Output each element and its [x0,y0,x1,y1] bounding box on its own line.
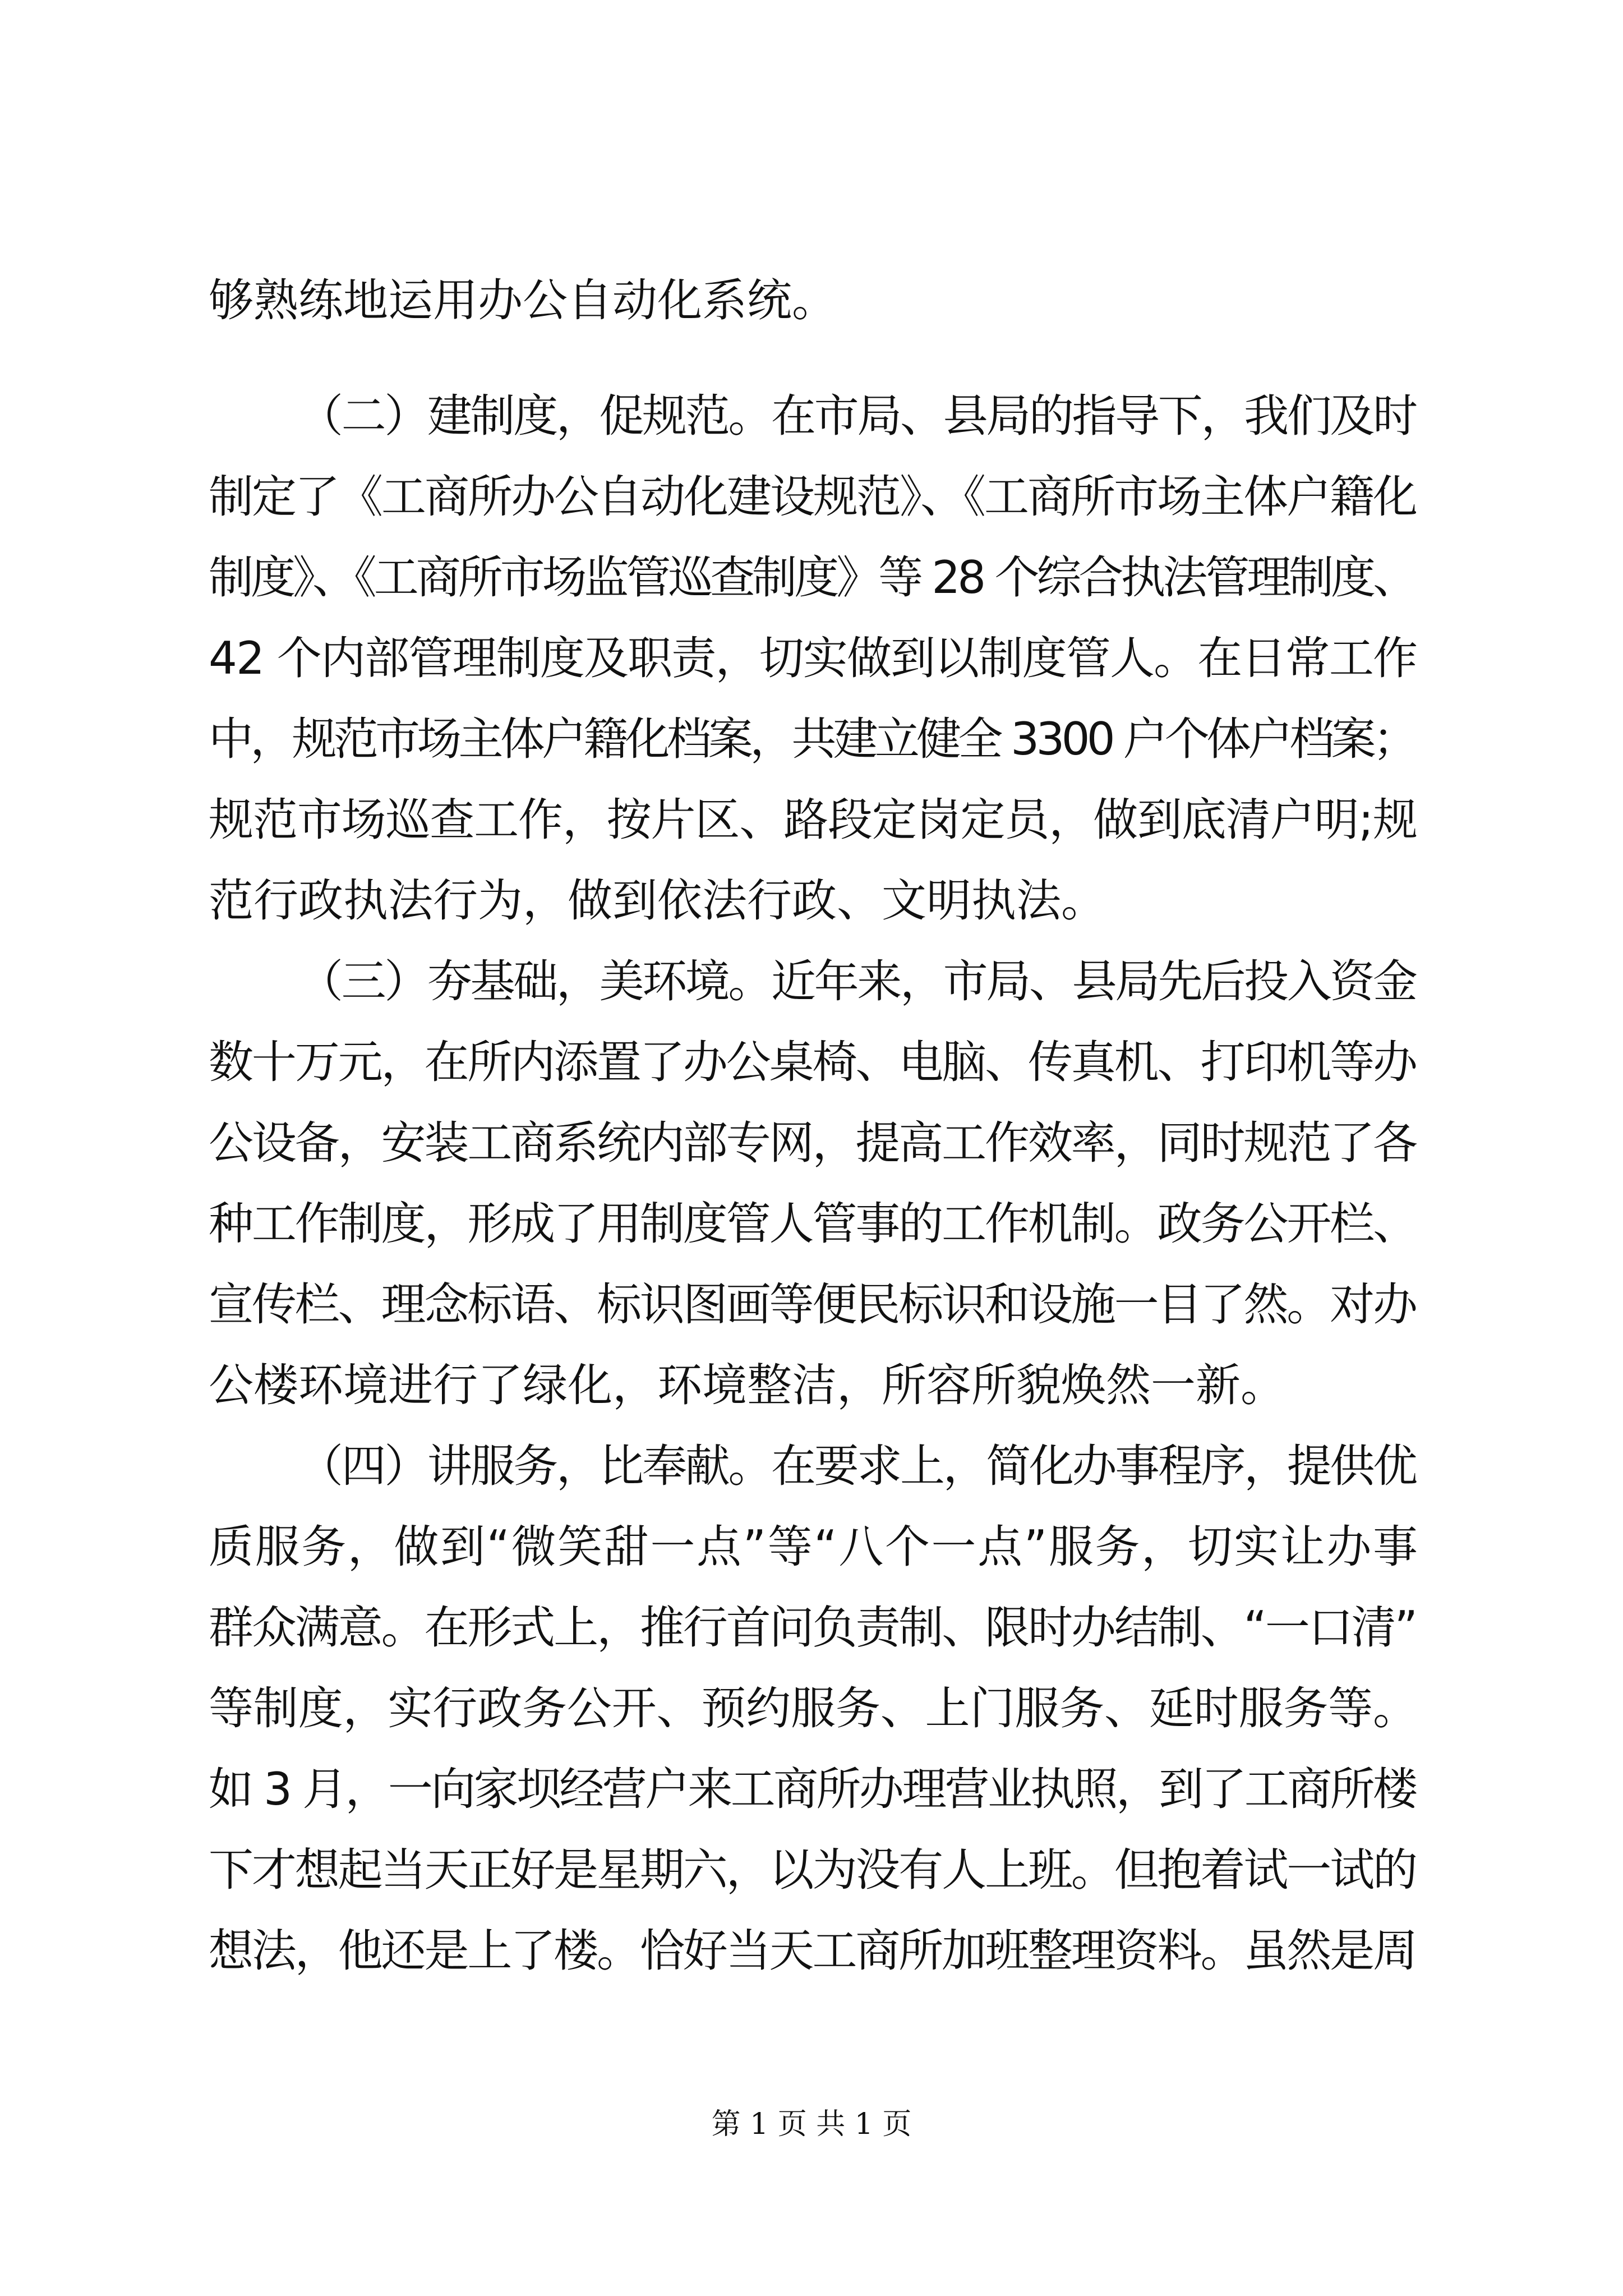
text-line: 公楼环境进行了绿化，环境整洁，所容所貌焕然一新。 [209,1359,1285,1411]
text-line: 下才想起当天正好是星期六，以为没有人上班。但抱着试一试的 [209,1844,1416,1896]
text-line: （三）夯基础，美环境。近年来，市局、县局先后投入资金 [298,955,1416,1007]
text-line: 等制度，实行政务公开、预约服务、上门服务、延时服务等。 [209,1682,1418,1734]
text-line: 公设备，安装工商系统内部专网，提高工作效率，同时规范了各 [209,1117,1416,1169]
text-line: 数十万元，在所内添置了办公桌椅、电脑、传真机、打印机等办 [209,1036,1416,1088]
text-line: （二）建制度，促规范。在市局、县局的指导下，我们及时 [298,390,1416,442]
text-line: 质服务，做到“微笑甜一点”等“八个一点”服务，切实让办事 [209,1521,1419,1573]
text-line: （四）讲服务，比奉献。在要求上，简化办事程序，提供优 [298,1440,1416,1492]
text-line: 范行政执法行为，做到依法行政、文明执法。 [209,875,1106,927]
text-line: 如 3 月，一向家坝经营户来工商所办理营业执照，到了工商所楼 [209,1763,1416,1815]
text-line: 规范市场巡查工作，按片区、路段定岗定员，做到底清户明;规 [209,794,1417,846]
text-line: 42 个内部管理制度及职责，切实做到以制度管人。在日常工作 [209,632,1417,684]
text-line: 想法，他还是上了楼。恰好当天工商所加班整理资料。虽然是周 [209,1925,1416,1977]
text-line: 中，规范市场主体户籍化档案，共建立健全 3300 户个体户档案； [209,713,1415,765]
text-line: 群众满意。在形式上，推行首问负责制、限时办结制、“一口清” [209,1602,1416,1654]
page-footer: 第 1 页 共 1 页 [711,2108,912,2141]
text-line: 制度》、《工商所市场监管巡查制度》等 28 个综合执法管理制度、 [209,551,1415,604]
text-line: 种工作制度，形成了用制度管人管事的工作机制。政务公开栏、 [209,1198,1416,1250]
text-line: 制定了《工商所办公自动化建设规范》、《工商所市场主体户籍化 [209,471,1416,523]
text-line: 够熟练地运用办公自动化系统。 [209,274,837,326]
text-line: 宣传栏、理念标语、标识图画等便民标识和设施一目了然。对办 [209,1278,1416,1331]
